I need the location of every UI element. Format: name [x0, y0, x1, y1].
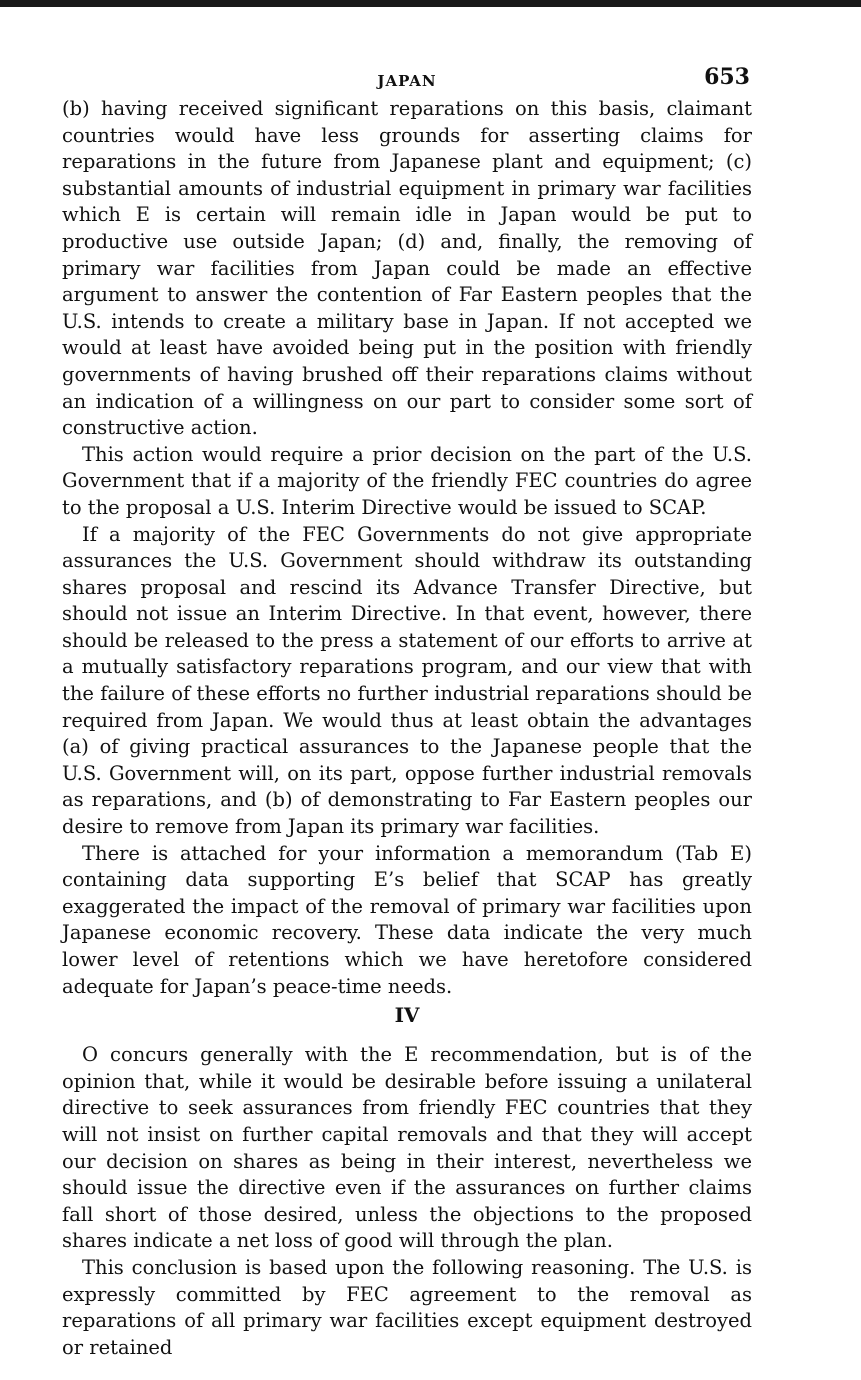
paragraph-3: If a majority of the FEC Governments do not give appropriate assurances the U.S. Government should withdraw its outstanding shares proposal and rescind its Advance Transfer Directive, but should not issue an Interim Directive. In that event, however, there should be released to the press a statement of our efforts to arrive at a mutually satisfactory reparations program, and our view that with the failure of these efforts no further industrial reparations should be required from Japan. We would thus at least obtain the advantages (a) of giving practical assurances to the Japanese people that the U.S. Government will, on its part, oppose further industrial removals as reparations, and (b) of demonstrating to Far Eastern peoples our desire to remove from Japan its primary war facilities.	[62, 522, 752, 839]
section-paragraph-2: This conclusion is based upon the following reasoning. The U.S. is expressly committed by FEC agreement to the removal as reparations of all primary war facilities except equipment destroyed or retained	[62, 1255, 752, 1359]
document-page	[62, 62, 752, 1361]
section-heading: IV	[394, 1003, 420, 1028]
section-paragraph-1: O concurs generally with the E recommendation, but is of the opinion that, while it would be desirable before issuing a unilateral directive to seek assurances from friendly FEC countries that they will not insist on further capital removals and that they will accept our decision on shares as being in their interest, nevertheless we should issue the directive even if the assurances on further claims fall short of those desired, unless the objections to the proposed shares indicate a net loss of good will through the plan.	[62, 1043, 752, 1253]
body-text	[62, 96, 752, 1361]
page-number: 653	[704, 64, 750, 90]
paragraph-1: (b) having received significant reparations on this basis, claimant countries would have less grounds for asserting claims for reparations in the future from Japanese plant and equipment; (c) substantial amounts of industrial equipment in primary war facilities which E is certain will remain idle in Japan would be put to productive use outside Japan; (d) and, finally, the removing of primary war facilities from Japan could be made an effective argument to answer the contention of Far Eastern peoples that the U.S. intends to create a military base in Japan. If not accepted we would at least have avoided being put in the position with friendly governments of having brushed off their reparations claims without an indication of a willingness on our part to consider some sort of constructive action.	[62, 97, 752, 440]
page-top-edge	[0, 0, 861, 7]
running-header	[62, 62, 752, 96]
paragraph-4: There is attached for your information a memorandum (Tab E) containing data supporting E’s belief that SCAP has greatly exaggerated the impact of the removal of primary war facilities upon Japanese economic recovery. These data indicate the very much lower level of retentions which we have heretofore considered adequate for Japan’s peace-time needs.	[62, 841, 752, 998]
paragraph-2: This action would require a prior decision on the part of the U.S. Government that if a majority of the friendly FEC countries do agree to the proposal a U.S. Interim Directive would be issued to SCAP.	[62, 442, 752, 519]
running-title: JAPAN	[377, 72, 437, 90]
